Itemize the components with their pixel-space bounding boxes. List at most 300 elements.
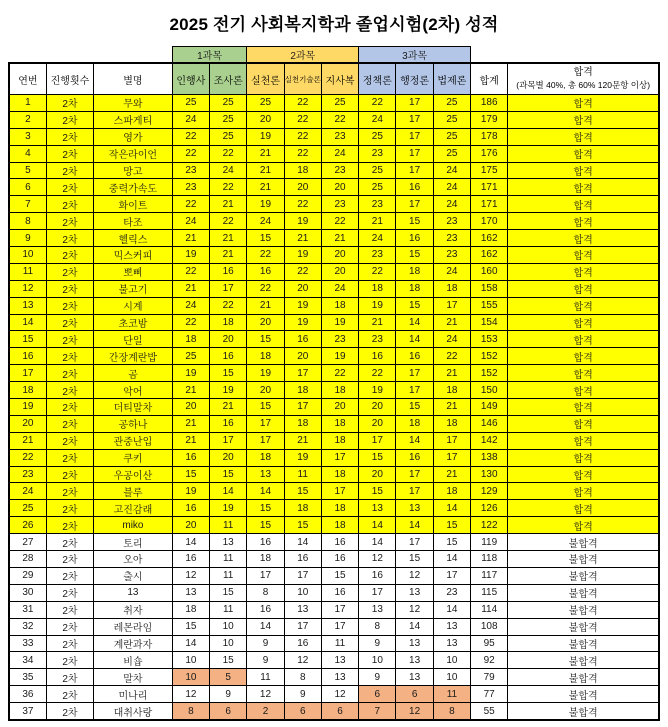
table-row xyxy=(9,128,659,145)
cell-score: 21 xyxy=(210,247,247,264)
cell-score: 21 xyxy=(172,415,209,432)
cell-total: 160 xyxy=(471,263,508,280)
cell-score: 15 xyxy=(396,247,433,264)
cell-result: 불합격 xyxy=(508,584,659,601)
cell-score: 16 xyxy=(396,348,433,365)
cell-total: 79 xyxy=(471,669,508,686)
cell-score: 16 xyxy=(210,415,247,432)
cell-round: 2차 xyxy=(46,196,93,213)
cell-round: 2차 xyxy=(46,382,93,399)
cell-score: 13 xyxy=(321,669,358,686)
cell-score: 19 xyxy=(284,213,321,230)
cell-score: 15 xyxy=(247,399,284,416)
cell-score: 17 xyxy=(396,483,433,500)
cell-score: 20 xyxy=(321,399,358,416)
cell-total: 149 xyxy=(471,399,508,416)
cell-score: 20 xyxy=(321,247,358,264)
cell-name: 중력가속도 xyxy=(94,179,173,196)
cell-name: 시계 xyxy=(94,297,173,314)
cell-score: 10 xyxy=(284,584,321,601)
cell-score: 20 xyxy=(284,280,321,297)
cell-score: 12 xyxy=(172,567,209,584)
cell-round: 2차 xyxy=(46,348,93,365)
cell-no: 7 xyxy=(9,196,46,213)
cell-name: 곰 xyxy=(94,365,173,382)
cell-score: 22 xyxy=(321,111,358,128)
cell-round: 2차 xyxy=(46,500,93,517)
cell-score: 16 xyxy=(247,601,284,618)
cell-score: 14 xyxy=(396,331,433,348)
cell-total: 108 xyxy=(471,618,508,635)
cell-name: 블루 xyxy=(94,483,173,500)
cell-name: 토리 xyxy=(94,534,173,551)
cell-score: 9 xyxy=(284,686,321,703)
cell-score: 20 xyxy=(210,331,247,348)
cell-result: 합격 xyxy=(508,128,659,145)
table-row xyxy=(9,618,659,635)
cell-score: 18 xyxy=(396,280,433,297)
table-row xyxy=(9,635,659,652)
cell-total: 171 xyxy=(471,179,508,196)
cell-score: 24 xyxy=(433,331,470,348)
cell-score: 12 xyxy=(172,686,209,703)
cell-score: 13 xyxy=(396,500,433,517)
cell-score: 16 xyxy=(396,179,433,196)
cell-score: 15 xyxy=(284,517,321,534)
cell-score: 14 xyxy=(247,483,284,500)
cell-total: 152 xyxy=(471,348,508,365)
cell-round: 2차 xyxy=(46,686,93,703)
cell-total: 152 xyxy=(471,365,508,382)
cell-no: 29 xyxy=(9,567,46,584)
cell-score: 16 xyxy=(210,263,247,280)
cell-score: 13 xyxy=(433,635,470,652)
cell-score: 23 xyxy=(321,331,358,348)
column-header-row xyxy=(9,63,659,95)
cell-no: 1 xyxy=(9,95,46,112)
cell-score: 18 xyxy=(210,314,247,331)
cell-score: 21 xyxy=(284,432,321,449)
table-row xyxy=(9,179,659,196)
group-row-spacer-right xyxy=(471,47,659,64)
cell-score: 13 xyxy=(210,534,247,551)
cell-result: 합격 xyxy=(508,500,659,517)
cell-score: 12 xyxy=(396,567,433,584)
table-row xyxy=(9,162,659,179)
cell-score: 13 xyxy=(321,652,358,669)
cell-score: 25 xyxy=(359,128,396,145)
cell-total: 179 xyxy=(471,111,508,128)
cell-result: 합격 xyxy=(508,247,659,264)
cell-score: 25 xyxy=(359,179,396,196)
cell-score: 24 xyxy=(433,179,470,196)
cell-score: 17 xyxy=(433,297,470,314)
cell-no: 10 xyxy=(9,247,46,264)
cell-score: 21 xyxy=(210,230,247,247)
cell-name: 대취사랑 xyxy=(94,703,173,720)
cell-score: 9 xyxy=(210,686,247,703)
cell-round: 2차 xyxy=(46,635,93,652)
cell-score: 9 xyxy=(359,635,396,652)
table-row xyxy=(9,314,659,331)
cell-name: 뽀삐 xyxy=(94,263,173,280)
col-header-subj-7: 행정론 xyxy=(396,63,433,95)
cell-score: 24 xyxy=(433,196,470,213)
cell-round: 2차 xyxy=(46,703,93,720)
cell-score: 22 xyxy=(284,95,321,112)
cell-score: 24 xyxy=(321,280,358,297)
cell-result: 합격 xyxy=(508,230,659,247)
cell-total: 114 xyxy=(471,601,508,618)
cell-score: 25 xyxy=(433,145,470,162)
cell-score: 19 xyxy=(210,500,247,517)
cell-score: 20 xyxy=(247,382,284,399)
cell-score: 6 xyxy=(321,703,358,720)
cell-result: 합격 xyxy=(508,432,659,449)
cell-score: 25 xyxy=(321,95,358,112)
cell-score: 15 xyxy=(284,483,321,500)
cell-score: 15 xyxy=(210,365,247,382)
cell-score: 13 xyxy=(396,635,433,652)
cell-score: 23 xyxy=(359,247,396,264)
cell-result: 합격 xyxy=(508,196,659,213)
cell-round: 2차 xyxy=(46,162,93,179)
cell-no: 30 xyxy=(9,584,46,601)
cell-score: 18 xyxy=(321,466,358,483)
cell-score: 13 xyxy=(284,601,321,618)
cell-name: 믹스커피 xyxy=(94,247,173,264)
cell-total: 171 xyxy=(471,196,508,213)
cell-score: 24 xyxy=(172,111,209,128)
cell-score: 19 xyxy=(172,247,209,264)
table-row xyxy=(9,145,659,162)
cell-round: 2차 xyxy=(46,567,93,584)
table-row xyxy=(9,652,659,669)
cell-score: 20 xyxy=(321,263,358,280)
cell-score: 6 xyxy=(210,703,247,720)
cell-score: 13 xyxy=(359,601,396,618)
cell-score: 20 xyxy=(172,399,209,416)
cell-score: 25 xyxy=(172,95,209,112)
cell-total: 92 xyxy=(471,652,508,669)
cell-total: 176 xyxy=(471,145,508,162)
cell-round: 2차 xyxy=(46,280,93,297)
cell-score: 21 xyxy=(321,230,358,247)
cell-result: 합격 xyxy=(508,466,659,483)
cell-name: 계란과자 xyxy=(94,635,173,652)
cell-round: 2차 xyxy=(46,365,93,382)
cell-score: 20 xyxy=(359,466,396,483)
cell-name: 더티말차 xyxy=(94,399,173,416)
cell-score: 23 xyxy=(359,331,396,348)
cell-round: 2차 xyxy=(46,128,93,145)
cell-score: 17 xyxy=(321,601,358,618)
group-row-spacer-left xyxy=(9,47,172,64)
cell-score: 18 xyxy=(284,162,321,179)
cell-score: 22 xyxy=(359,263,396,280)
cell-name: 헬릭스 xyxy=(94,230,173,247)
cell-round: 2차 xyxy=(46,314,93,331)
cell-score: 22 xyxy=(359,365,396,382)
table-row xyxy=(9,365,659,382)
cell-score: 18 xyxy=(396,415,433,432)
cell-score: 22 xyxy=(172,263,209,280)
cell-score: 12 xyxy=(396,601,433,618)
cell-score: 18 xyxy=(433,415,470,432)
cell-total: 95 xyxy=(471,635,508,652)
col-header-total: 합계 xyxy=(471,63,508,95)
cell-round: 2차 xyxy=(46,179,93,196)
cell-no: 27 xyxy=(9,534,46,551)
cell-no: 26 xyxy=(9,517,46,534)
cell-total: 158 xyxy=(471,280,508,297)
col-header-subj-4: 실천기술론 xyxy=(284,63,321,95)
cell-score: 17 xyxy=(396,534,433,551)
table-row xyxy=(9,399,659,416)
cell-score: 18 xyxy=(321,500,358,517)
cell-total: 122 xyxy=(471,517,508,534)
cell-score: 24 xyxy=(433,162,470,179)
cell-score: 19 xyxy=(247,128,284,145)
cell-score: 15 xyxy=(359,449,396,466)
cell-name: 스파게티 xyxy=(94,111,173,128)
cell-total: 146 xyxy=(471,415,508,432)
cell-total: 162 xyxy=(471,247,508,264)
cell-score: 15 xyxy=(433,517,470,534)
cell-score: 18 xyxy=(359,280,396,297)
subject-group-row xyxy=(9,47,659,64)
cell-score: 24 xyxy=(247,213,284,230)
cell-score: 22 xyxy=(284,111,321,128)
cell-score: 24 xyxy=(172,297,209,314)
table-row xyxy=(9,415,659,432)
cell-score: 23 xyxy=(433,584,470,601)
cell-score: 18 xyxy=(321,297,358,314)
cell-total: 119 xyxy=(471,534,508,551)
table-row xyxy=(9,196,659,213)
table-row xyxy=(9,567,659,584)
cell-name: 타조 xyxy=(94,213,173,230)
group-header-subject1: 1과목 xyxy=(172,47,247,64)
cell-score: 25 xyxy=(247,95,284,112)
cell-score: 15 xyxy=(172,466,209,483)
table-row xyxy=(9,230,659,247)
cell-result: 불합격 xyxy=(508,652,659,669)
cell-score: 22 xyxy=(210,297,247,314)
cell-score: 13 xyxy=(433,618,470,635)
cell-score: 18 xyxy=(284,500,321,517)
cell-score: 24 xyxy=(210,162,247,179)
cell-score: 17 xyxy=(396,365,433,382)
cell-score: 17 xyxy=(396,162,433,179)
page-title: 2025 전기 사회복지학과 졸업시험(2차) 성적 xyxy=(169,15,499,34)
cell-score: 22 xyxy=(433,348,470,365)
col-header-no: 연번 xyxy=(9,63,46,95)
cell-score: 13 xyxy=(396,669,433,686)
cell-score: 22 xyxy=(172,128,209,145)
cell-score: 21 xyxy=(433,466,470,483)
cell-no: 19 xyxy=(9,399,46,416)
cell-score: 6 xyxy=(396,686,433,703)
cell-score: 12 xyxy=(247,686,284,703)
table-row xyxy=(9,686,659,703)
cell-result: 불합격 xyxy=(508,567,659,584)
cell-total: 55 xyxy=(471,703,508,720)
cell-no: 22 xyxy=(9,449,46,466)
cell-score: 16 xyxy=(321,584,358,601)
cell-score: 15 xyxy=(247,500,284,517)
cell-score: 19 xyxy=(284,297,321,314)
cell-score: 7 xyxy=(359,703,396,720)
cell-result: 불합격 xyxy=(508,551,659,568)
cell-score: 25 xyxy=(433,95,470,112)
cell-total: 118 xyxy=(471,551,508,568)
cell-score: 8 xyxy=(247,584,284,601)
cell-no: 16 xyxy=(9,348,46,365)
cell-score: 23 xyxy=(359,196,396,213)
cell-score: 16 xyxy=(359,348,396,365)
cell-score: 10 xyxy=(210,618,247,635)
cell-name: 13 xyxy=(94,584,173,601)
cell-score: 15 xyxy=(247,331,284,348)
cell-score: 9 xyxy=(247,652,284,669)
cell-score: 17 xyxy=(396,196,433,213)
cell-name: 단일 xyxy=(94,331,173,348)
col-header-subj-2: 조사론 xyxy=(210,63,247,95)
cell-result: 합격 xyxy=(508,399,659,416)
cell-name: 망고 xyxy=(94,162,173,179)
cell-score: 22 xyxy=(359,95,396,112)
cell-score: 15 xyxy=(396,551,433,568)
cell-score: 17 xyxy=(247,567,284,584)
cell-total: 153 xyxy=(471,331,508,348)
cell-no: 15 xyxy=(9,331,46,348)
cell-score: 18 xyxy=(247,348,284,365)
table-row xyxy=(9,297,659,314)
cell-no: 13 xyxy=(9,297,46,314)
cell-score: 17 xyxy=(359,432,396,449)
cell-score: 13 xyxy=(396,652,433,669)
cell-score: 14 xyxy=(396,618,433,635)
cell-result: 불합격 xyxy=(508,534,659,551)
cell-score: 17 xyxy=(247,432,284,449)
cell-score: 23 xyxy=(433,247,470,264)
col-header-name: 별명 xyxy=(94,63,173,95)
cell-score: 22 xyxy=(321,213,358,230)
cell-total: 130 xyxy=(471,466,508,483)
group-header-subject3: 3과목 xyxy=(359,47,471,64)
cell-no: 28 xyxy=(9,551,46,568)
cell-result: 불합격 xyxy=(508,618,659,635)
cell-score: 11 xyxy=(210,567,247,584)
cell-result: 불합격 xyxy=(508,635,659,652)
cell-score: 21 xyxy=(247,297,284,314)
cell-name: 화이트 xyxy=(94,196,173,213)
cell-round: 2차 xyxy=(46,145,93,162)
cell-score: 17 xyxy=(433,567,470,584)
cell-name: 출시 xyxy=(94,567,173,584)
cell-score: 19 xyxy=(172,483,209,500)
cell-score: 16 xyxy=(396,449,433,466)
table-row xyxy=(9,382,659,399)
cell-score: 18 xyxy=(172,601,209,618)
cell-score: 16 xyxy=(172,449,209,466)
cell-score: 14 xyxy=(172,534,209,551)
cell-score: 8 xyxy=(359,618,396,635)
table-row xyxy=(9,449,659,466)
cell-score: 17 xyxy=(284,365,321,382)
cell-score: 19 xyxy=(247,196,284,213)
cell-result: 합격 xyxy=(508,179,659,196)
cell-score: 21 xyxy=(433,314,470,331)
cell-round: 2차 xyxy=(46,618,93,635)
cell-score: 10 xyxy=(433,652,470,669)
cell-score: 8 xyxy=(433,703,470,720)
cell-round: 2차 xyxy=(46,399,93,416)
cell-score: 13 xyxy=(396,584,433,601)
table-row xyxy=(9,348,659,365)
cell-round: 2차 xyxy=(46,263,93,280)
cell-round: 2차 xyxy=(46,534,93,551)
cell-score: 24 xyxy=(433,263,470,280)
cell-no: 23 xyxy=(9,466,46,483)
table-row xyxy=(9,584,659,601)
cell-result: 합격 xyxy=(508,297,659,314)
score-table xyxy=(8,46,660,721)
cell-score: 16 xyxy=(321,551,358,568)
cell-score: 22 xyxy=(321,365,358,382)
cell-score: 14 xyxy=(433,500,470,517)
table-row xyxy=(9,213,659,230)
cell-total: 142 xyxy=(471,432,508,449)
col-header-subj-5: 지사복 xyxy=(321,63,358,95)
cell-score: 23 xyxy=(359,145,396,162)
cell-score: 25 xyxy=(210,128,247,145)
cell-score: 15 xyxy=(247,517,284,534)
cell-score: 17 xyxy=(396,111,433,128)
cell-result: 합격 xyxy=(508,348,659,365)
cell-total: 77 xyxy=(471,686,508,703)
cell-score: 19 xyxy=(321,314,358,331)
cell-score: 17 xyxy=(210,432,247,449)
cell-round: 2차 xyxy=(46,669,93,686)
cell-score: 23 xyxy=(321,128,358,145)
cell-score: 16 xyxy=(284,551,321,568)
cell-total: 138 xyxy=(471,449,508,466)
cell-score: 22 xyxy=(284,196,321,213)
cell-score: 21 xyxy=(210,196,247,213)
cell-no: 4 xyxy=(9,145,46,162)
cell-score: 18 xyxy=(247,551,284,568)
cell-score: 22 xyxy=(210,213,247,230)
cell-score: 18 xyxy=(284,382,321,399)
cell-score: 17 xyxy=(210,280,247,297)
col-header-subj-8: 법제론 xyxy=(433,63,470,95)
cell-score: 17 xyxy=(396,466,433,483)
cell-name: 오아 xyxy=(94,551,173,568)
cell-result: 합격 xyxy=(508,517,659,534)
cell-score: 22 xyxy=(284,263,321,280)
cell-score: 20 xyxy=(321,179,358,196)
cell-name: 미나리 xyxy=(94,686,173,703)
cell-total: 186 xyxy=(471,95,508,112)
cell-score: 18 xyxy=(284,415,321,432)
cell-score: 17 xyxy=(396,145,433,162)
cell-score: 21 xyxy=(433,399,470,416)
cell-round: 2차 xyxy=(46,213,93,230)
cell-score: 21 xyxy=(210,399,247,416)
cell-score: 18 xyxy=(321,432,358,449)
